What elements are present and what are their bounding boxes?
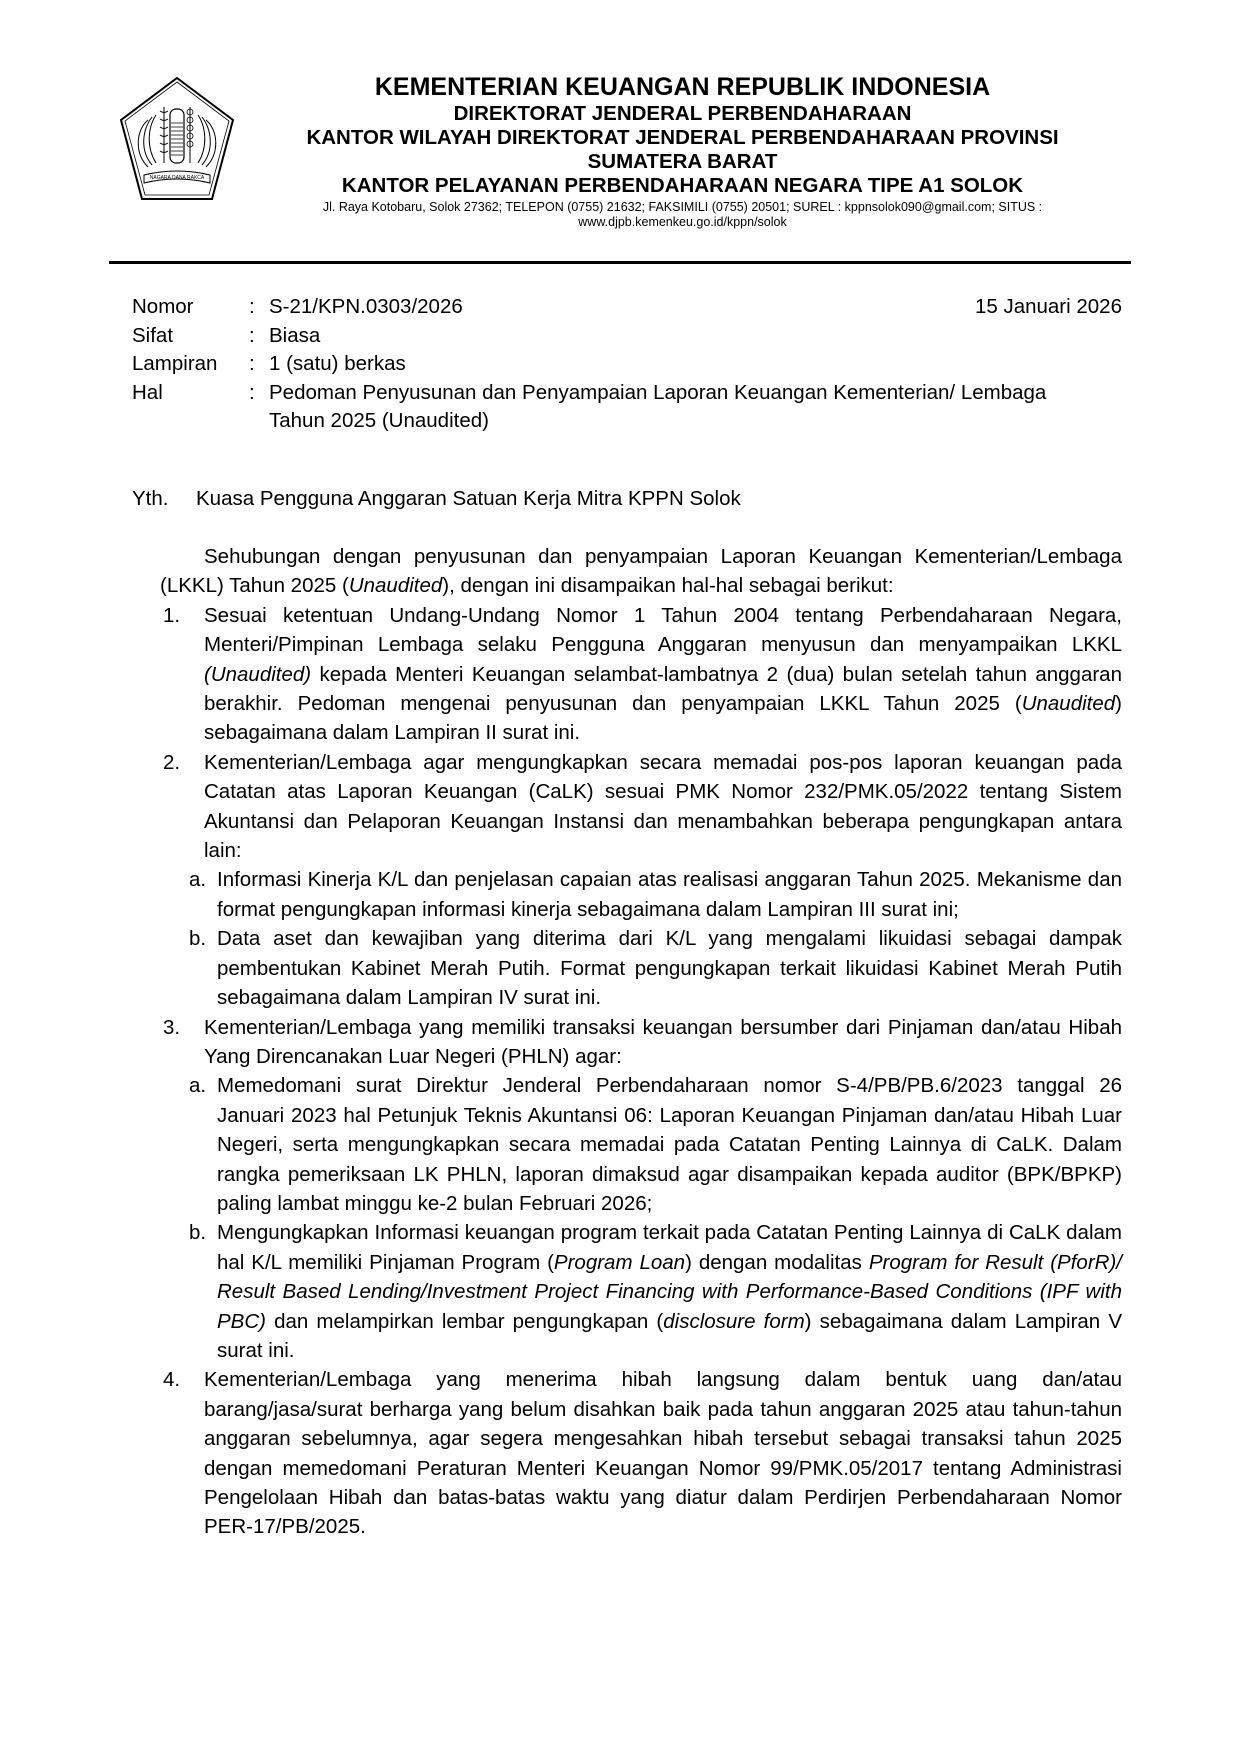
sub-item-text: Informasi Kinerja K/L dan penjelasan capaian atas realisasi anggaran Tahun 2025. Mekanisme dan format pengungkapan informasi kinerja sebagaimana dalam Lampiran III surat ini; bbox=[217, 868, 1122, 921]
website-line: www.djpb.kemenkeu.go.id/kppn/solok bbox=[578, 215, 787, 229]
kemenkeu-pentagon-emblem-icon bbox=[118, 75, 236, 203]
sub-item-italic: Program Loan bbox=[553, 1250, 686, 1274]
sub-item-3b bbox=[160, 1218, 1122, 1365]
meta-value: Biasa bbox=[269, 323, 321, 347]
meta-colon: : bbox=[249, 323, 255, 347]
item-text: ) sebagaimana dalam Lampiran II surat ini. bbox=[204, 692, 1122, 745]
item-text: Kementerian/Lembaga yang memiliki transaksi keuangan bersumber dari Pinjaman dan/atau Hibah Yang Direncanakan Luar Negeri (PHLN) agar: bbox=[204, 1015, 1122, 1068]
intro-text: ), dengan ini disampaikan hal-hal sebagai berikut: bbox=[442, 574, 894, 598]
list-number: 1. bbox=[163, 603, 181, 627]
item-text: Sesuai ketentuan Undang-Undang Nomor 1 Tahun 2004 tentang Perbendaharaan Negara, Menteri/Pimpinan Lembaga selaku Pengguna Anggaran menyusun dan menyampaikan LKKL bbox=[204, 603, 1122, 657]
sub-list-letter: b. bbox=[189, 1221, 207, 1245]
meta-label: Lampiran bbox=[132, 352, 218, 375]
meta-colon: : bbox=[249, 352, 255, 375]
list-item-3 bbox=[160, 1013, 1122, 1366]
sub-item-italic: Program for Result (PforR)/ Result Based Lending/Investment Project Financing with Performance-Based Conditions (IPF with PBC) bbox=[217, 1250, 1122, 1333]
letter-meta bbox=[132, 293, 1122, 436]
sub-item-2a bbox=[160, 865, 1122, 924]
meta-row-hal bbox=[132, 379, 1122, 436]
item-text: Kementerian/Lembaga agar mengungkapkan secara memadai pos-pos laporan keuangan pada Catatan atas Laporan Keuangan (CaLK) sesuai PMK Nomor 232/PMK.05/2022 tentang Sistem Akuntansi dan Pelaporan Keuangan Instansi dan menambahkan beberapa pengungkapan antara lain: bbox=[204, 750, 1122, 863]
item-text: kepada Menteri Keuangan selambat-lambatnya 2 (dua) bulan setelah tahun anggaran berakhir. Pedoman mengenai penyusunan dan penyampaian LKKL Tahun 2025 ( bbox=[204, 662, 1122, 716]
meta-row-sifat bbox=[132, 322, 1122, 351]
intro-paragraph bbox=[160, 542, 1122, 601]
list-number: 3. bbox=[163, 1015, 181, 1039]
sub-list-letter: b. bbox=[189, 927, 207, 951]
list-item-2 bbox=[160, 748, 1122, 1013]
office-name: KANTOR PELAYANAN PERBENDAHARAAN NEGARA TIPE A1 SOLOK bbox=[341, 174, 1024, 197]
list-number: 4. bbox=[163, 1368, 181, 1392]
letter-date: 15 Januari 2026 bbox=[974, 295, 1122, 318]
province-name: SUMATERA BARAT bbox=[587, 150, 778, 173]
logo-motto: NAGARA DANA RAKCA bbox=[149, 175, 205, 181]
sub-item-text-part: Mengungkapkan Informasi keuangan program terkait pada Catatan Penting Lainnya di CaLK dalam hal K/L memiliki Pinjaman Program ( bbox=[217, 1221, 1122, 1274]
sub-item-text-part: ) sebagaimana dalam Lampiran V surat ini. bbox=[217, 1309, 1122, 1362]
regional-office-name: KANTOR WILAYAH DIREKTORAT JENDERAL PERBENDAHARAAN PROVINSI bbox=[306, 126, 1059, 149]
meta-colon: : bbox=[249, 380, 255, 404]
item-text: Kementerian/Lembaga yang menerima hibah langsung dalam bentuk uang dan/atau barang/jasa/surat berharga yang belum disahkan baik pada tahun anggaran 2025 atau tahun-tahun anggaran sebelumnya, agar segera mengesahkan hibah tersebut sebagai transaksi tahun 2025 dengan memedomani Peraturan Menteri Keuangan Nomor 99/PMK.05/2017 tentang Administrasi Pengelolaan Hibah dan batas-batas waktu yang diatur dalam Perdirjen Perbendaharaan Nomor PER-17/PB/2025. bbox=[204, 1368, 1122, 1539]
letter-body bbox=[160, 542, 1122, 1542]
intro-italic: Unaudited bbox=[348, 574, 443, 598]
meta-row-nomor bbox=[132, 293, 1122, 322]
letterhead bbox=[240, 72, 1125, 230]
item-italic: (Unaudited) bbox=[204, 662, 312, 686]
meta-value: Pedoman Penyusunan dan Penyampaian Laporan Keuangan Kementerian/ Lembaga Tahun 2025 (Unaudited) bbox=[269, 380, 1047, 432]
directorate-name: DIREKTORAT JENDERAL PERBENDAHARAAN bbox=[453, 102, 912, 125]
letterhead-divider bbox=[109, 261, 1131, 264]
sub-item-text bbox=[217, 1218, 1122, 1365]
meta-label: Sifat bbox=[132, 323, 174, 347]
recipient-name: Kuasa Pengguna Anggaran Satuan Kerja Mitra KPPN Solok bbox=[196, 487, 741, 510]
list-item-4 bbox=[160, 1365, 1122, 1541]
meta-row-lampiran bbox=[132, 350, 1122, 379]
item-italic: Unaudited bbox=[1021, 692, 1116, 716]
list-item-1 bbox=[160, 601, 1122, 748]
ministry-name: KEMENTERIAN KEUANGAN REPUBLIK INDONESIA bbox=[374, 73, 991, 101]
meta-value: S-21/KPN.0303/2026 bbox=[269, 295, 463, 318]
address-line: Jl. Raya Kotobaru, Solok 27362; TELEPON (0755) 21632; FAKSIMILI (0755) 20501; SUREL : kppnsolok090@gmail.com; SITUS : bbox=[322, 200, 1043, 214]
sub-list-letter: a. bbox=[189, 1074, 207, 1098]
sub-item-text: Data aset dan kewajiban yang diterima dari K/L yang mengalami likuidasi sebagai dampak pembentukan Kabinet Merah Putih. Format pengungkapan terkait likuidasi Kabinet Merah Putih sebagaimana dalam Lampiran IV surat ini. bbox=[217, 927, 1122, 1010]
sub-item-text-part: dan melampirkan lembar pengungkapan ( bbox=[265, 1309, 664, 1333]
list-number: 2. bbox=[163, 750, 181, 774]
sub-item-2b bbox=[160, 924, 1122, 1012]
meta-colon: : bbox=[249, 295, 255, 318]
sub-item-text: Memedomani surat Direktur Jenderal Perbendaharaan nomor S-4/PB/PB.6/2023 tanggal 26 Januari 2023 hal Petunjuk Teknis Akuntansi 06: Laporan Keuangan Pinjaman dan/atau Hibah Luar Negeri, serta mengungkapkan secara memadai pada Catatan Penting Lainnya di CaLK. Dalam rangka pemeriksaan LK PHLN, laporan dimaksud agar disampaikan kepada auditor (BPK/BPKP) paling lambat minggu ke-2 bulan Februari 2026; bbox=[217, 1074, 1122, 1215]
sub-item-3a bbox=[160, 1071, 1122, 1218]
meta-label: Nomor bbox=[132, 295, 194, 318]
meta-value: 1 (satu) berkas bbox=[269, 352, 406, 375]
intro-text: Sehubungan dengan penyusunan dan penyampaian Laporan Keuangan Kementerian/Lembaga (LKKL) Tahun 2025 ( bbox=[160, 545, 1122, 598]
recipient bbox=[132, 485, 741, 513]
meta-label: Hal bbox=[132, 380, 163, 404]
recipient-label: Yth. bbox=[132, 487, 169, 510]
sub-item-text-part: ) dengan modalitas bbox=[685, 1250, 869, 1274]
kemenkeu-logo bbox=[118, 75, 236, 203]
sub-item-italic: disclosure form bbox=[663, 1309, 805, 1333]
sub-list-letter: a. bbox=[189, 868, 207, 892]
